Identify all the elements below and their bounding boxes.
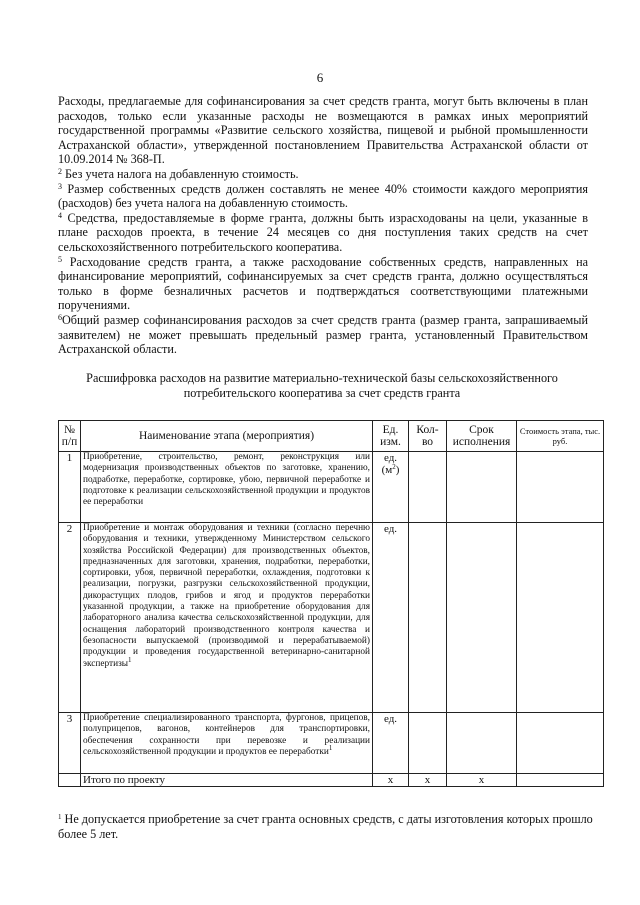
note-3 bbox=[58, 182, 588, 211]
note-2-mark: 2 bbox=[58, 166, 62, 176]
row-1-cost bbox=[517, 452, 604, 523]
expense-table bbox=[58, 420, 604, 787]
row-1-unit bbox=[373, 452, 409, 523]
table-footnote bbox=[58, 812, 603, 841]
row-2-unit: ед. bbox=[373, 523, 409, 713]
row-3-qty bbox=[409, 713, 447, 774]
row-1-qty bbox=[409, 452, 447, 523]
note-6-text: Общий размер софинансирования расходов за счет средств гранта (размер гранта, запрашиваемый заявителем) не может превышать предельный размер гранта, установленный Правительством Астраханской области. bbox=[58, 312, 588, 357]
note-5-mark: 5 bbox=[58, 254, 62, 264]
note-3-text: Размер собственных средств должен составлять не менее 40% стоимости каждого мероприятия (расходов) без учета налога на добавленную стоимость. bbox=[58, 181, 589, 211]
row-3-num: 3 bbox=[59, 713, 81, 774]
table-footnote-mark: 1 bbox=[58, 813, 62, 821]
note-6-mark: 6 bbox=[58, 312, 62, 322]
total-label: Итого по проекту bbox=[81, 774, 373, 787]
note-5-text: Расходование средств гранта, а также расходование собственных средств, направленных на финансирование мероприятий, софинансируемых за счет средств гранта, должно осуществляться только в форме безналичных расчетов и подтверждаться соответствующими платежными поручениями. bbox=[58, 254, 589, 313]
row-2-cost bbox=[517, 523, 604, 713]
table-row bbox=[59, 452, 604, 523]
row-1-unit-sup: 2 bbox=[392, 463, 396, 471]
row-3-term bbox=[447, 713, 517, 774]
header-stage: Наименование этапа (мероприятия) bbox=[81, 421, 373, 452]
footnotes-block bbox=[58, 94, 588, 357]
row-1-unit-text: ед. (м bbox=[381, 452, 398, 476]
note-3-mark: 3 bbox=[58, 181, 62, 191]
note-4 bbox=[58, 211, 588, 255]
page-number: 6 bbox=[316, 70, 324, 85]
row-1-unit-tail: ) bbox=[395, 464, 400, 476]
total-qty: х bbox=[409, 774, 447, 787]
row-3-stage-sup: 1 bbox=[328, 743, 333, 752]
row-2-stage-text: Приобретение и монтаж оборудования и техники (согласно перечню оборудования и техники, утвержденному Министерством сельского хозяйства Российской Федерации) для производственных объектов, предназначенных для заготовки, хранения, подработки, переработки, сортировки, убоя, первичной переработки, охлаждения, подготовки к реализации, погрузки, разгрузки сельскохозяйственной продукции, дикорастущих плодов, грибов и ягод и продуктов переработки указанной продукции, а также на приобретение оборудования для лабораторного анализа качества сельскохозяйственной продукции, для оснащения лабораторий производственного контроля качества и безопасности выпускаемой (производимой и перерабатываемой) продукции и проведения государственной ветеринарно-санитарной экспертизы bbox=[83, 523, 370, 669]
table-row bbox=[59, 523, 604, 713]
row-2-num: 2 bbox=[59, 523, 81, 713]
note-4-text: Средства, предоставляемые в форме гранта, должны быть израсходованы на цели, указанные в плане расходов проекта, в течение 24 месяцев со дня поступления таких средств на счет сельскохозяйственного потребительского кооператива. bbox=[58, 210, 588, 254]
total-num bbox=[59, 774, 81, 787]
note-6 bbox=[58, 313, 588, 357]
note-2 bbox=[58, 167, 588, 182]
row-3-stage bbox=[81, 713, 373, 774]
table-total-row bbox=[59, 774, 604, 787]
note-2-text: Без учета налога на добавленную стоимость. bbox=[65, 166, 299, 181]
row-1-stage: Приобретение, строительство, ремонт, реконструкция или модернизация производственных объектов по заготовке, хранению, подработке, переработке, сортировке, убою, первичной переработке и подготовке к реализации сельскохозяйственной продукции и продуктов ее переработки bbox=[81, 452, 373, 523]
note-5 bbox=[58, 255, 588, 313]
total-cost bbox=[517, 774, 604, 787]
table-header-row bbox=[59, 421, 604, 452]
header-unit: Ед. изм. bbox=[373, 421, 409, 452]
total-term: х bbox=[447, 774, 517, 787]
table-footnote-text: Не допускается приобретение за счет гранта основных средств, с даты изготовления которых прошло более 5 лет. bbox=[58, 812, 593, 841]
note-4-mark: 4 bbox=[58, 210, 62, 220]
row-2-stage bbox=[81, 523, 373, 713]
total-unit: х bbox=[373, 774, 409, 787]
row-1-term bbox=[447, 452, 517, 523]
header-term: Срок исполнения bbox=[447, 421, 517, 452]
row-3-stage-text: Приобретение специализированного транспорта, фургонов, прицепов, полуприцепов, вагонов, контейнеров для транспортировки, обеспечения сохранности при перевозке и реализации сельскохозяйственной продукции и продуктов ее переработки bbox=[83, 713, 370, 757]
table-row bbox=[59, 713, 604, 774]
header-num: № п/п bbox=[59, 421, 81, 452]
row-1-num: 1 bbox=[59, 452, 81, 523]
row-3-cost bbox=[517, 713, 604, 774]
table-heading: Расшифровка расходов на развитие материально-технической базы сельскохозяйственного потребительского кооператива за счет средств гранта bbox=[86, 371, 558, 400]
header-qty: Кол-во bbox=[409, 421, 447, 452]
note-1: Расходы, предлагаемые для софинансирования за счет средств гранта, могут быть включены в план расходов, только если указанные расходы не возмещаются в рамках иных мероприятий государственной программы «Развитие сельского хозяйства, пищевой и рыбной промышленности Астраханской области», утвержденной постановлением Правительства Астраханской области от 10.09.2014 № 368-П. bbox=[58, 94, 588, 167]
row-3-unit: ед. bbox=[373, 713, 409, 774]
header-cost: Стоимость этапа, тыс. руб. bbox=[517, 421, 604, 452]
row-2-term bbox=[447, 523, 517, 713]
row-2-qty bbox=[409, 523, 447, 713]
row-2-stage-sup: 1 bbox=[128, 655, 132, 664]
